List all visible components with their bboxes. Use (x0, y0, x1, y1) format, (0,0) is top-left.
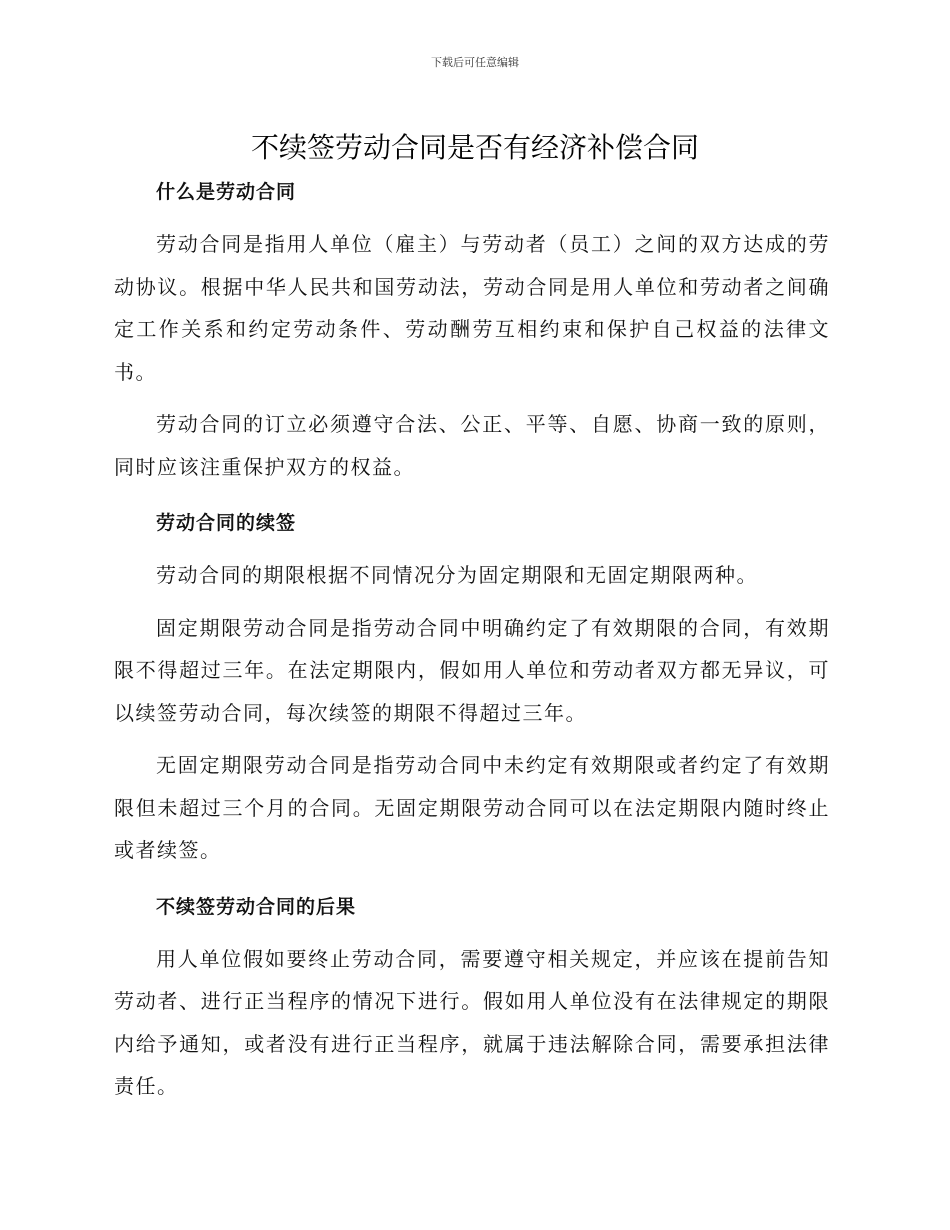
paragraph: 劳动合同的订立必须遵守合法、公正、平等、自愿、协商一致的原则，同时应该注重保护双方的权益。 (114, 412, 830, 479)
paragraph: 无固定期限劳动合同是指劳动合同中未约定有效期限或者约定了有效期限但未超过三个月的合同。无固定期限劳动合同可以在法定期限内随时终止或者续签。 (114, 753, 830, 862)
paragraph: 固定期限劳动合同是指劳动合同中明确约定了有效期限的合同，有效期限不得超过三年。在法定期限内，假如用人单位和劳动者双方都无异议，可以续签劳动合同，每次续签的期限不得超过三年。 (114, 615, 830, 725)
document-body (114, 171, 830, 1108)
paragraph: 劳动合同的期限根据不同情况分为固定期限和无固定期限两种。 (156, 563, 758, 587)
document-title: 不续签劳动合同是否有经济补偿合同 (250, 131, 699, 164)
section-heading: 什么是劳动合同 (156, 181, 297, 203)
section-heading: 不续签劳动合同的后果 (156, 895, 357, 918)
paragraph: 劳动合同是指用人单位（雇主）与劳动者（员工）之间的双方达成的劳动协议。根据中华人民共和国劳动法，劳动合同是用人单位和劳动者之间确定工作关系和约定劳动条件、劳动酬劳互相约束和保护自己权益的法律文书。 (114, 232, 830, 384)
section-heading: 劳动合同的续签 (156, 512, 297, 534)
paragraph: 用人单位假如要终止劳动合同，需要遵守相关规定，并应该在提前告知劳动者、进行正当程序的情况下进行。假如用人单位没有在法律规定的期限内给予通知，或者没有进行正当程序，就属于违法解除合同，需要承担法律责任。 (114, 946, 830, 1098)
header-note: 下载后可任意编辑 (431, 56, 519, 69)
